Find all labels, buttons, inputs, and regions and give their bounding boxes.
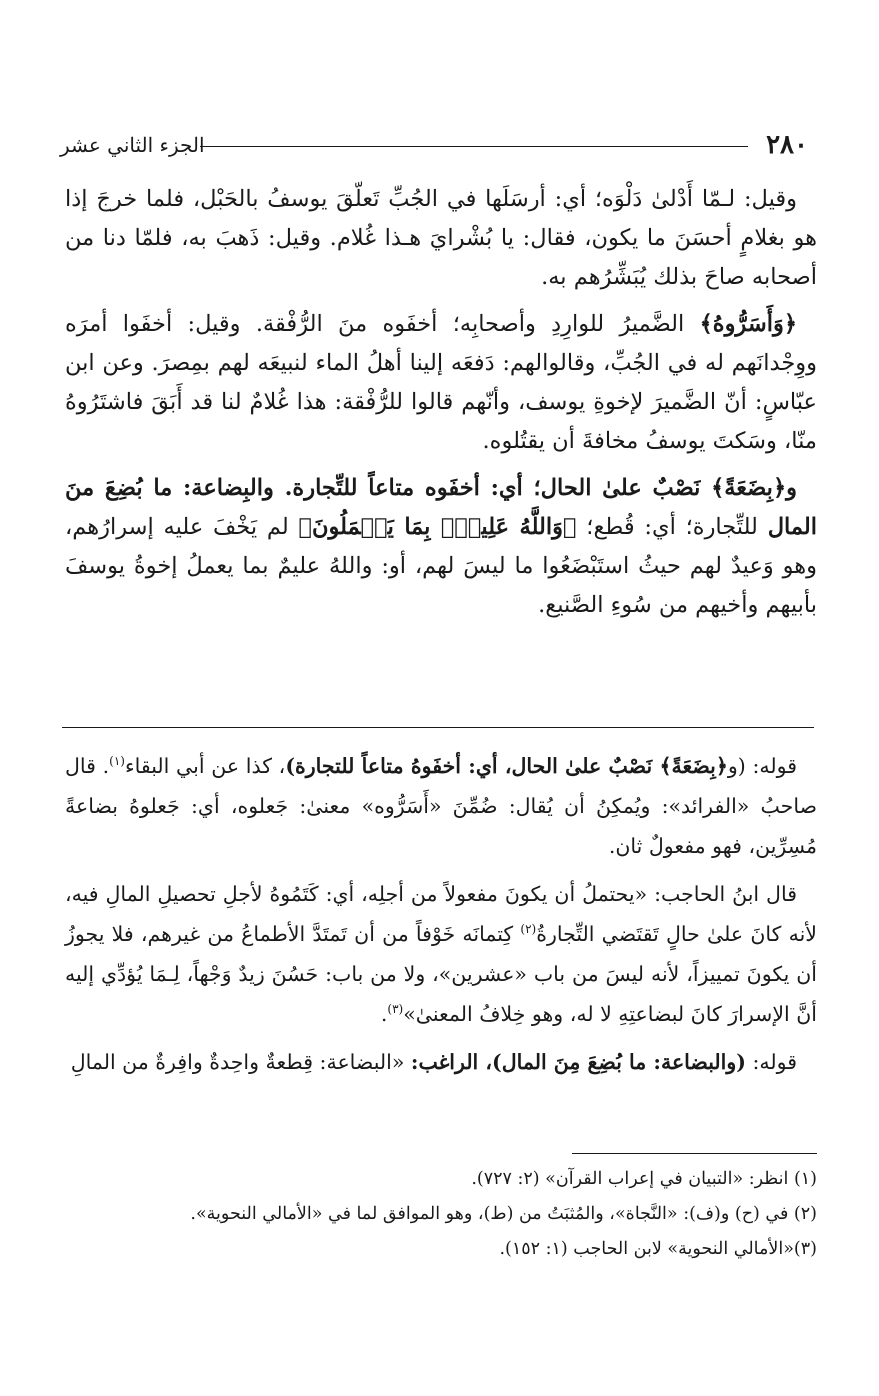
commentary-2-text: قال ابنُ الحاجب: «يحتملُ أن يكونَ مفعولاً من أجلِه، أي: كَتَمُوهُ لأجلِ تحصيلِ المالِ فيه، لأنه كانَ علىٰ حالٍ تَقتَضي التِّجارةُ [65,882,817,946]
running-title: الجزء الثاني عشر [60,133,205,157]
page-header [60,128,808,168]
commentary-paragraph-1 [65,746,817,866]
commentary-3-bold: (والبضاعة: ما بُضِعَ مِنَ المال)، الراغب: [410,1050,746,1074]
commentary-1-bold: نَصْبٌ علىٰ الحال، أي: أخفَوهُ متاعاً للتجارة) [285,754,660,778]
header-rule [200,146,748,147]
footnote-ref: (٢) [520,922,537,937]
commentary-3-lead: قوله: [745,1050,797,1074]
commentary-2-end: . [380,1002,388,1026]
main-paragraph-3 [65,469,817,625]
main-paragraph-2 [65,305,817,461]
commentary-1-rest: . قال صاحبُ «الفرائد»: ويُمكِنُ أن يُقال: ضُمِّنَ «أَسَرُّوه» معنىٰ: جَعلوه، أي: جَعلوهُ بضاعةً مُسِرِّين، فهو مفعولٌ ثان. [65,754,817,858]
commentary-2-rest: كِتمانَه خَوْفاً من أن تَمتَدَّ الأطماعُ من غيرهم، فلا يجوزُ أن يكونَ تمييزاً، لأنه ليسَ من باب «عشرين»، ولا من باب: حَسُنَ زيدٌ وَجْهاً، لِـمَا يُؤدِّي إليه أنَّ الإسرارَ كانَ لبضاعتِهِ لا له، وهو خِلافُ المعنىٰ» [65,922,817,1026]
main-paragraph-2-text: الضَّميرُ للوارِدِ وأصحابِه؛ أخفَوه منَ الرُّفْقة. وقيل: أخفَوا أمرَه ووِجْدانَهم له في الجُبِّ، وقالوالهم: دَفعَه إلينا أهلُ الماء لنبيعَه لهم بمِصرَ. وعن ابن عبّاسٍ: أنّ الضَّميرَ لإخوةِ يوسف، وأنّهم قالوا للرُّفْقة: هذا غُلامٌ لنا قد أَبَقَ فاشتَرُوهُ منّا، وسَكتَ يوسفُ مخافةَ أن يقتُلوه. [65,311,817,454]
main-paragraph-3-text: للتِّجارة؛ أي: قُطع؛ [576,514,768,540]
commentary-paragraph-3 [65,1042,817,1082]
main-paragraph-3-lead: و [786,475,797,501]
main-paragraph-3-rest: لم يَخْفَ عليه إسرارُهم، وهو وَعيدٌ لهم حيثُ استَبْضَعُوا ما ليسَ لهم، أو: واللهُ عليمٌ بما يعملُ إخوةُ يوسفَ بأبيهم وأخيهم من سُوءِ الصَّنيع. [65,514,817,618]
footnote-rule [572,1153,817,1154]
quran-quote: ﴿وَأَسَرُّوهُ﴾ [699,311,797,337]
commentary-paragraph-2 [65,874,817,1034]
footnote-ref: (١) [109,754,125,769]
section-divider [62,727,814,728]
main-paragraph-3-bold: نَصْبٌ علىٰ الحال؛ أي: أخفَوه متاعاً للتِّجارة. والبِضاعة: ما بُضِعَ منَ المال [65,475,818,540]
footnote-3: (٣)«الأمالي النحوية» لابن الحاجب (١: ١٥٢). [499,1239,817,1259]
commentary-3-tail: «البضاعة: قِطعةٌ واحِدةٌ وافِرةٌ من المالِ [70,1050,411,1074]
main-paragraph-1 [65,180,817,297]
main-paragraph-1-text: وقيل: لـمّا أَدْلىٰ دَلْوَه؛ أي: أرسَلَها في الجُبِّ تَعلّقَ يوسفُ بالحَبْل، فلما خرجَ إذا هو بغلامٍ أحسَنَ ما يكون، فقال: يا بُشْرايَ هـذا غُلام. وقيل: ذَهبَ به، فلمّا دنا من أصحابه صاحَ بذلك يُبَشِّرُهم به. [65,186,817,290]
quran-quote: ﴿بِضَعَةً﴾ [711,475,787,501]
commentary [65,746,817,1090]
commentary-1-lead: قوله: (و [727,754,798,778]
main-text [65,180,817,633]
page-number: ٢٨٠ [766,130,808,160]
commentary-1-tail: ، كذا عن أبي البقاء [124,754,286,778]
footnote-ref: (٣) [387,1002,404,1017]
quran-quote: ﴿وَاللَّهُ عَلِيمٌۢ بِمَا يَعۡمَلُونَ﴾ [298,514,577,540]
footnote-1: (١) انظر: «التبيان في إعراب القرآن» (٢: ٧٢٧). [471,1169,817,1189]
quran-quote: ﴿بِضَعَةً﴾ [659,754,728,778]
footnotes [65,1162,817,1267]
footnote-2: (٢) في (ح) و(ف): «النَّجاة»، والمُثبَتُ من (ط)، وهو الموافق لما في «الأمالي النحوية». [190,1204,817,1224]
